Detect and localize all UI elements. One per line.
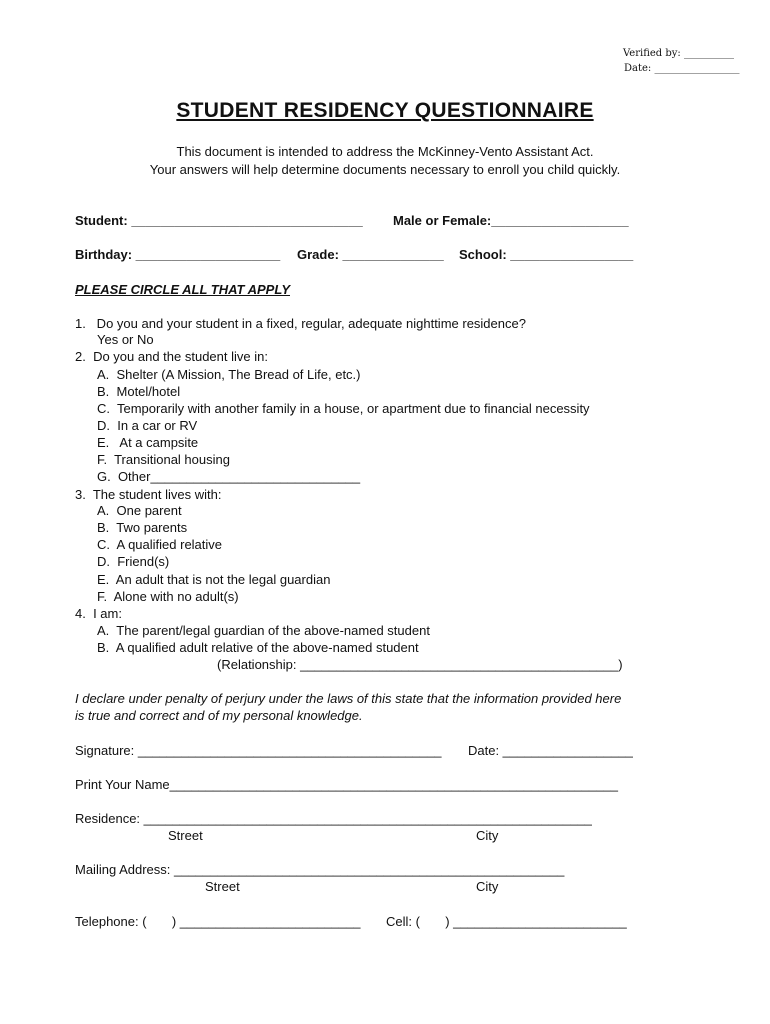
q2-option[interactable]: E. At a campsite — [97, 435, 199, 450]
residence-field[interactable]: Residence: ______________________________________________________________ — [75, 811, 592, 826]
verified-date-line: Date: _________________ — [624, 63, 740, 74]
signature-field[interactable]: Signature: __________________________________________ — [75, 743, 442, 758]
question-1-answer[interactable]: Yes or No — [97, 332, 154, 347]
grade-field[interactable]: Grade: ______________ — [297, 247, 444, 262]
q2-option[interactable]: B. Motel/hotel — [97, 384, 181, 399]
q3-option[interactable]: E. An adult that is not the legal guardian — [97, 572, 331, 587]
birthday-field[interactable]: Birthday: ____________________ — [75, 247, 281, 262]
residence-street-label: Street — [168, 828, 203, 843]
school-field[interactable]: School: _________________ — [459, 247, 634, 262]
q2-option[interactable]: F. Transitional housing — [97, 452, 230, 467]
declaration-line-1: I declare under penalty of perjury under the laws of this state that the information provided here — [75, 691, 622, 706]
question-1: 1. Do you and your student in a fixed, regular, adequate nighttime residence? — [75, 316, 526, 331]
residence-city-label: City — [476, 828, 499, 843]
q3-option[interactable]: D. Friend(s) — [97, 554, 170, 569]
q3-option[interactable]: F. Alone with no adult(s) — [97, 589, 239, 604]
question-3: 3. The student lives with: — [75, 487, 222, 502]
declaration-line-2: is true and correct and of my personal knowledge. — [75, 708, 363, 723]
q3-option[interactable]: A. One parent — [97, 503, 182, 518]
q3-option[interactable]: B. Two parents — [97, 520, 188, 535]
circle-instruction: PLEASE CIRCLE ALL THAT APPLY — [75, 282, 290, 297]
relationship-field[interactable]: (Relationship: ____________________________________________) — [217, 657, 623, 672]
student-name-field[interactable]: Student: ________________________________ — [75, 213, 363, 228]
question-2: 2. Do you and the student live in: — [75, 349, 268, 364]
gender-field[interactable]: Male or Female:___________________ — [393, 213, 629, 228]
cell-field[interactable]: Cell: ( ) ________________________ — [386, 914, 627, 929]
mailing-city-label: City — [476, 879, 499, 894]
q4-option[interactable]: B. A qualified adult relative of the above-named student — [97, 640, 419, 655]
telephone-field[interactable]: Telephone: ( ) _________________________ — [75, 914, 361, 929]
intro-line-2: Your answers will help determine documents necessary to enroll you child quickly. — [149, 162, 621, 177]
q2-option-other[interactable]: G. Other_____________________________ — [97, 469, 361, 484]
q4-option[interactable]: A. The parent/legal guardian of the above-named student — [97, 623, 430, 638]
verified-by-line: Verified by: __________ — [623, 48, 734, 59]
q2-option[interactable]: C. Temporarily with another family in a house, or apartment due to financial necessity — [97, 401, 590, 416]
q2-option[interactable]: A. Shelter (A Mission, The Bread of Life, etc.) — [97, 367, 361, 382]
question-4: 4. I am: — [75, 606, 122, 621]
signature-date-field[interactable]: Date: __________________ — [468, 743, 633, 758]
intro-line-1: This document is intended to address the McKinney-Vento Assistant Act. — [176, 144, 594, 159]
mailing-address-field[interactable]: Mailing Address: ______________________________________________________ — [75, 862, 565, 877]
mailing-street-label: Street — [205, 879, 240, 894]
document-title: STUDENT RESIDENCY QUESTIONNAIRE — [176, 99, 594, 122]
q2-option[interactable]: D. In a car or RV — [97, 418, 198, 433]
q3-option[interactable]: C. A qualified relative — [97, 537, 223, 552]
print-name-field[interactable]: Print Your Name______________________________________________________________ — [75, 777, 618, 792]
